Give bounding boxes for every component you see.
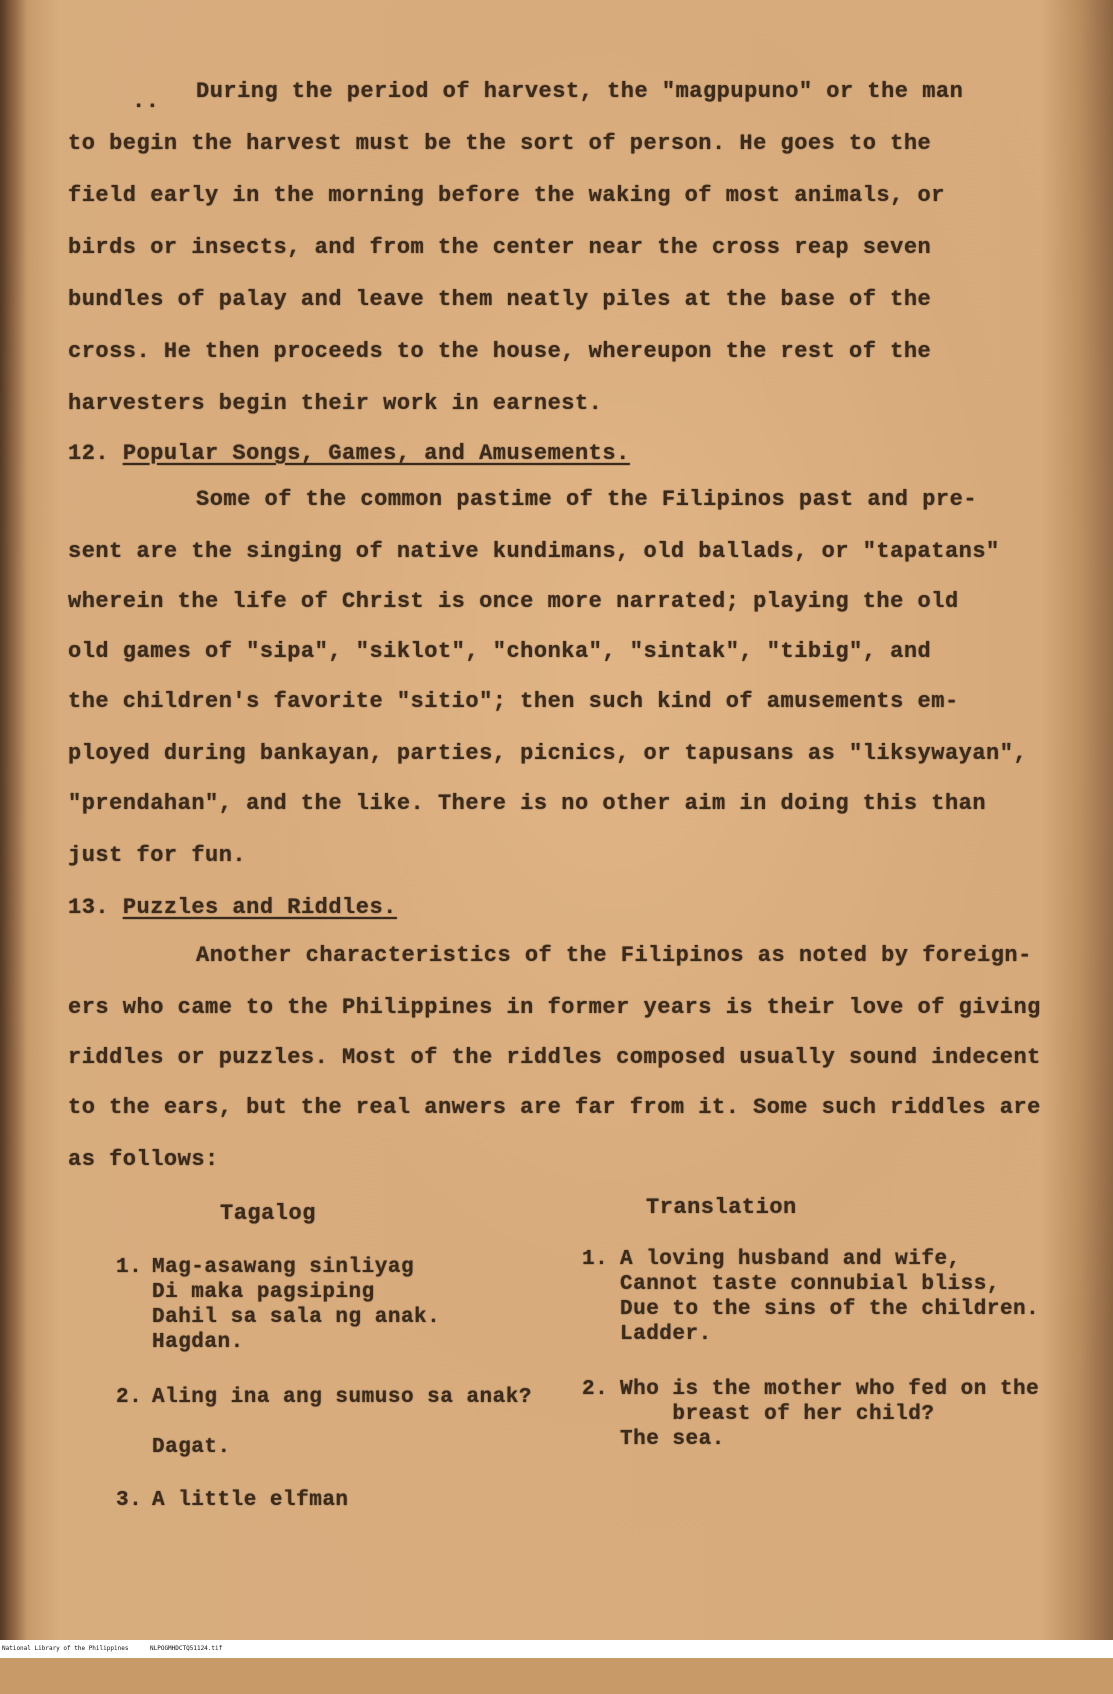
section-12-line-6: ployed during bankayan, parties, picnics, or tapusans as "liksywayan", <box>68 741 1028 766</box>
scan-footer <box>0 1640 1113 1658</box>
riddle-1-tagalog-line-3: Dahil sa sala ng anak. <box>152 1306 441 1329</box>
translation-2-line-1: Who is the mother who fed on the <box>620 1378 1040 1401</box>
section-13-line-5: as follows: <box>68 1147 219 1172</box>
intro-line-7: harvesters begin their work in earnest. <box>68 391 603 416</box>
footer-library-name: National Library of the Philippines <box>2 1645 129 1652</box>
tagalog-column-header: Tagalog <box>220 1201 316 1226</box>
translation-1-line-2: Cannot taste connubial bliss, <box>620 1273 1000 1296</box>
section-13-line-3: riddles or puzzles. Most of the riddles composed usually sound indecent <box>68 1045 1041 1070</box>
riddle-1-tagalog-line-2: Di maka pagsiping <box>152 1281 375 1304</box>
section-12-line-2: sent are the singing of native kundimans, old ballads, or "tapatans" <box>68 539 1000 564</box>
section-13-line-1: Another characteristics of the Filipinos as noted by foreign- <box>196 943 1032 968</box>
riddle-2-number: 2. <box>116 1386 143 1409</box>
section-12-line-3: wherein the life of Christ is once more narrated; playing the old <box>68 589 959 614</box>
footer-file-name: NLPOGMHDCTQ51124.tif <box>150 1645 223 1652</box>
intro-line-6: cross. He then proceeds to the house, whereupon the rest of the <box>68 339 932 364</box>
riddle-2-tagalog-line-1: Aling ina ang sumuso sa anak? <box>152 1386 532 1409</box>
section-13-title: Puzzles and Riddles. <box>122 895 397 920</box>
section-13-heading <box>68 895 397 920</box>
riddle-1-tagalog-line-1: Mag-asawang sinliyag <box>152 1256 415 1279</box>
translation-column-header: Translation <box>646 1195 797 1220</box>
translation-2-line-2: breast of her child? <box>620 1403 935 1426</box>
riddle-3-number: 3. <box>116 1489 143 1512</box>
section-12-line-4: old games of "sipa", "siklot", "chonka", "sintak", "tibig", and <box>68 639 932 664</box>
riddle-1-number: 1. <box>116 1256 143 1279</box>
riddle-3-tagalog-line-1: A little elfman <box>152 1489 349 1512</box>
translation-1-line-3: Due to the sins of the children. <box>620 1298 1040 1321</box>
section-12-number: 12. <box>68 441 110 466</box>
section-12-title: Popular Songs, Games, and Amusements. <box>122 441 630 466</box>
section-12-line-1: Some of the common pastime of the Filipinos past and pre- <box>196 487 978 512</box>
section-13-number: 13. <box>68 895 110 920</box>
riddle-2-answer: Dagat. <box>152 1436 231 1459</box>
translation-1-line-1: A loving husband and wife, <box>620 1248 961 1271</box>
section-13-line-4: to the ears, but the real anwers are far from it. Some such riddles are <box>68 1095 1041 1120</box>
intro-line-2: to begin the harvest must be the sort of person. He goes to the <box>68 131 932 156</box>
section-12-line-5: the children's favorite "sitio"; then such kind of amusements em- <box>68 689 959 714</box>
intro-line-3: field early in the morning before the waking of most animals, or <box>68 183 945 208</box>
translation-1-number: 1. <box>582 1248 609 1271</box>
section-13-line-2: ers who came to the Philippines in former years is their love of giving <box>68 995 1041 1020</box>
page-edge-shadow <box>0 0 26 1640</box>
section-12-line-8: just for fun. <box>68 843 247 868</box>
translation-1-answer: Ladder. <box>620 1323 712 1346</box>
translation-2-answer: The sea. <box>620 1428 725 1451</box>
translation-2-number: 2. <box>582 1378 609 1401</box>
margin-mark: .. <box>132 89 160 114</box>
section-12-heading <box>68 441 630 466</box>
intro-line-5: bundles of palay and leave them neatly piles at the base of the <box>68 287 932 312</box>
intro-line-1: During the period of harvest, the "magpupuno" or the man <box>196 79 964 104</box>
riddle-1-answer: Hagdan. <box>152 1331 244 1354</box>
section-12-line-7: "prendahan", and the like. There is no other aim in doing this than <box>68 791 987 816</box>
intro-line-4: birds or insects, and from the center near the cross reap seven <box>68 235 932 260</box>
